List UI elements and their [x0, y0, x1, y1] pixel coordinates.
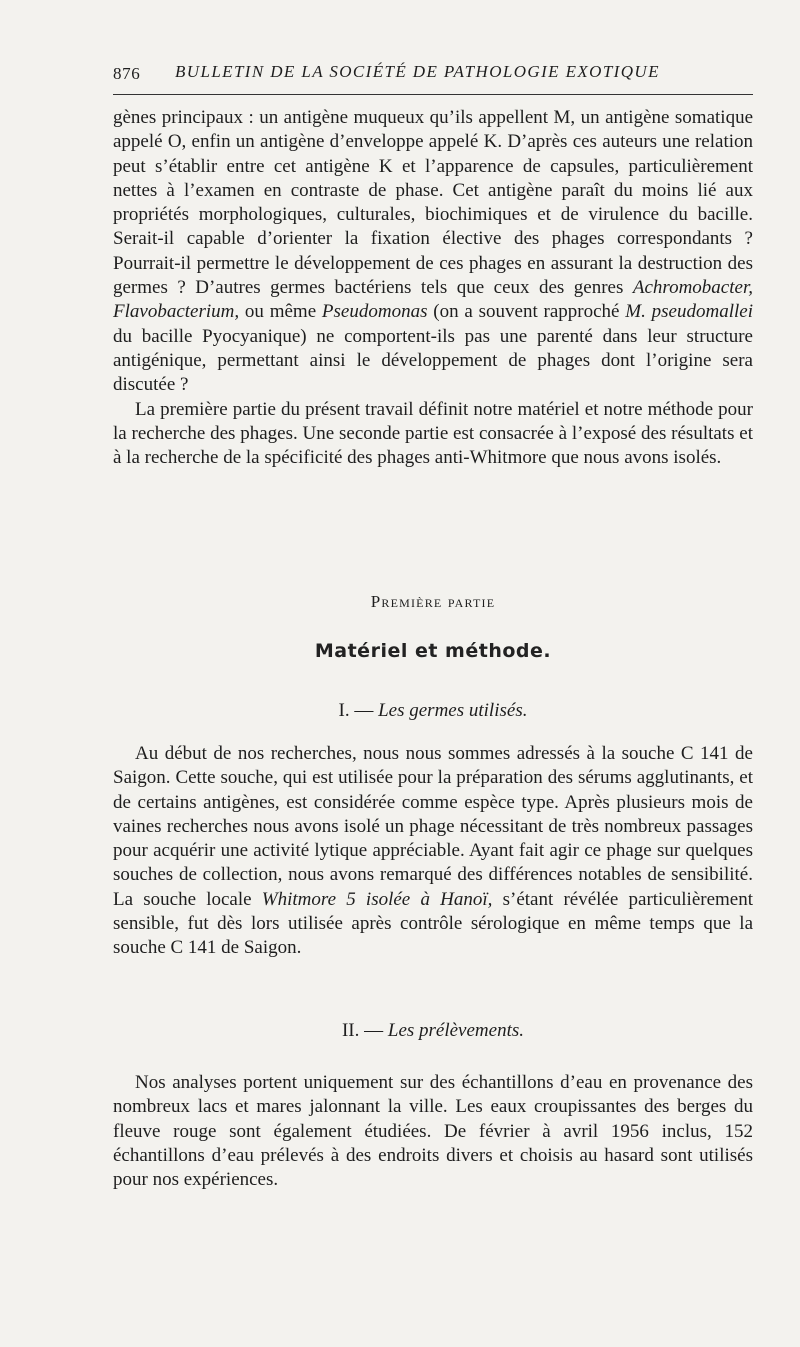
text-run: (on a souvent rapproché — [427, 301, 626, 323]
journal-title: BULLETIN DE LA SOCIÉTÉ DE PATHOLOGIE EXOTIQUE — [175, 62, 660, 81]
intro-text — [113, 106, 753, 470]
italic-genus-pseudomonas: Pseudomonas — [321, 301, 428, 323]
samples-text — [113, 1071, 753, 1192]
intro-paragraph-2: La première partie du présent travail définit notre matériel et notre méthode pour la recherche des phages. Une seconde partie est consacrée à l’exposé des résultats et à la recherche de la spécificité des phages anti-Whitmore que nous avons isolés. — [113, 398, 753, 469]
part-heading-text: Première partie — [370, 592, 496, 611]
samples-paragraph: Nos analyses portent uniquement sur des échantillons d’eau en provenance des nombreux lacs et mares jalonnant la ville. Les eaux croupissantes des berges du fleuve rouge sont également étudiées. De février à avril 1956 inclus, 152 échantillons d’eau prélevés à des endroits divers et choisis au hasard sont utilisés pour nos expériences. — [113, 1072, 753, 1191]
subsection-heading-1 — [113, 700, 753, 722]
italic-strain-name: Whitmore 5 isolée à Hanoï, — [261, 888, 493, 910]
running-head — [113, 62, 758, 88]
italic-species-name: M. pseudomallei — [625, 301, 753, 323]
germs-text — [113, 742, 753, 961]
subsection-number: II. — — [341, 1020, 388, 1041]
text-run: gènes principaux : un antigène muqueux qu’ils appellent M, un antigène somatique appelé O, enfin un antigène d’enveloppe appelé K. D’après ces auteurs une relation peut s’établir entre cet antigène K et l’apparence de capsules, particulièrement nettes à l’examen en contraste de phase. Cet antigène paraît du moins lié aux propriétés morphologiques, culturales, biochimiques et de virulence du bacille. Serait-il capable d’orienter la fixation élective des phages correspondants ? Pourrait-il permettre le développement de ces phages en assurant la destruction des germes ? D’autres germes bactériens tels que ceux des genres — [113, 107, 753, 299]
italic-genus-names: Achromobacter, Flavobacterium, — [113, 277, 753, 323]
subsection-title: Les prélèvements. — [387, 1020, 525, 1041]
text-run: du bacille Pyocyanique) ne comportent-ils pas une parenté dans leur structure antigénique, permettant ainsi le développement de phages dont l’origine sera discutée ? — [113, 325, 753, 396]
part-heading — [113, 592, 753, 612]
text-run: ou même — [239, 301, 322, 323]
text-run: s’étant révélée particulièrement sensible, fut dès lors utilisée après contrôle sérologique en même temps que la souche C 141 de Saigon. — [113, 888, 754, 959]
section-heading: Matériel et méthode. — [314, 640, 552, 662]
page-number: 876 — [113, 64, 141, 83]
text-run: Au début de nos recherches, nous nous sommes adressés à la souche C 141 de Saigon. Cette souche, qui est utilisée pour la préparation des sérums agglutinants, et de certains antigènes, est considérée comme espèce type. Après plusieurs mois de vaines recherches nous avons isolé un phage nécessitant de très nombreux passages pour acquérir une activité lytique appréciable. Ayant fait agir ce phage sur quelques souches de collection, nous avons remarqué des différences notables de sensibilité. La souche locale — [113, 743, 753, 910]
subsection-heading-2 — [113, 1020, 753, 1042]
subsection-title: Les germes utilisés. — [378, 700, 528, 721]
header-rule — [113, 94, 753, 95]
subsection-number: I. — — [338, 700, 379, 721]
intro-paragraph-1 — [113, 106, 753, 398]
germs-paragraph — [113, 742, 753, 961]
